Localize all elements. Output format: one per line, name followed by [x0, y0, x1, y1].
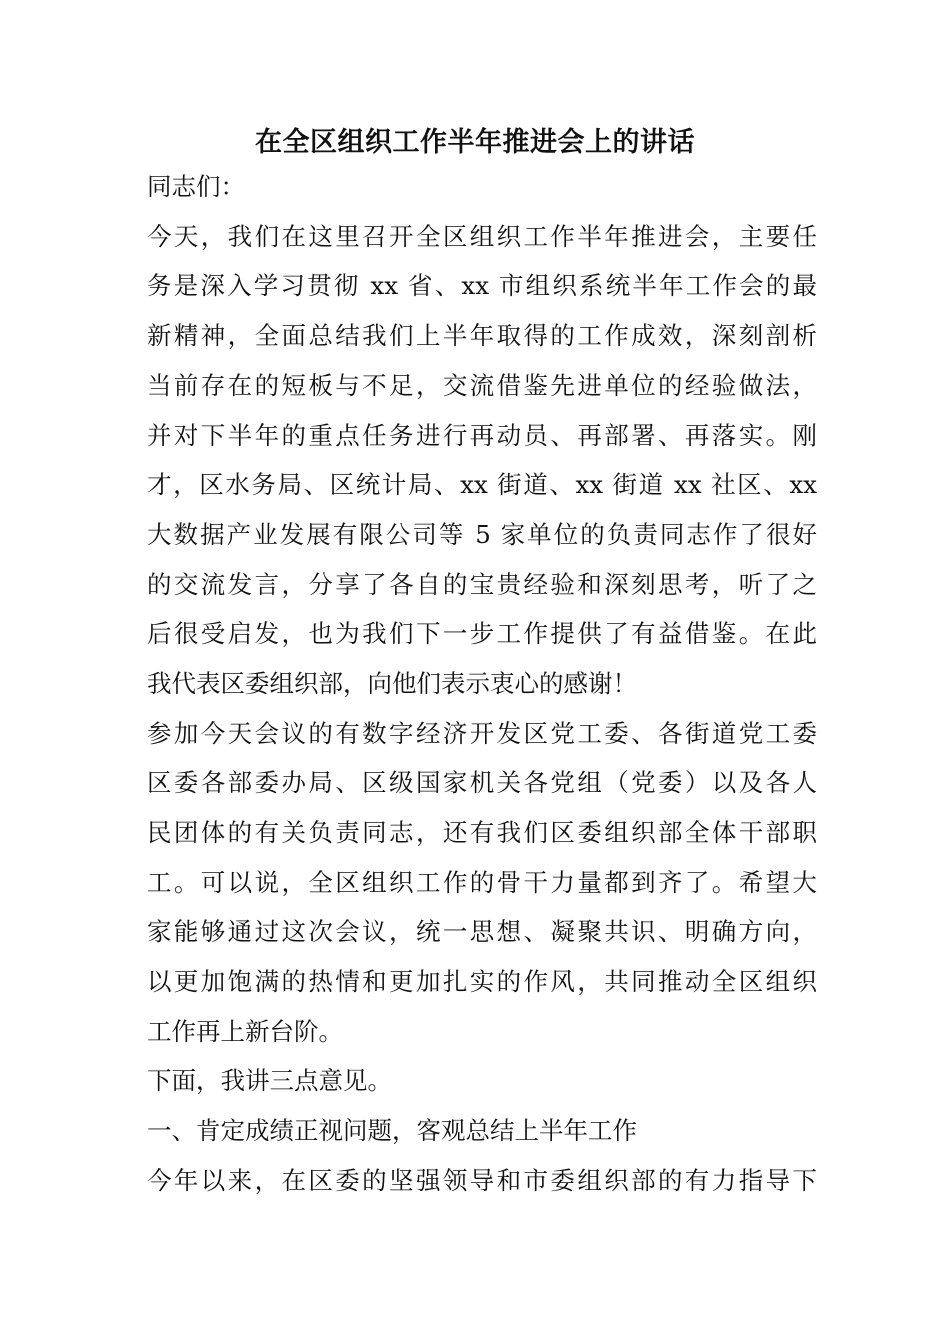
paragraph-line: 今天，我们在这里召开全区组织工作半年推进会，主要任 — [147, 222, 817, 251]
paragraph-line: 工作再上新台阶。 — [147, 1017, 343, 1046]
paragraph-line: 当前存在的短板与不足，交流借鉴先进单位的经验做法， — [147, 371, 817, 400]
paragraph-line: 以更加饱满的热情和更加扎实的作风，共同推动全区组织 — [147, 967, 817, 996]
paragraph-line: 工。可以说，全区组织工作的骨干力量都到齐了。希望大 — [147, 868, 817, 897]
paragraph-line: 大数据产业发展有限公司等 5 家单位的负责同志作了很好 — [147, 520, 817, 549]
paragraph-line: 民团体的有关负责同志，还有我们区委组织部全体干部职 — [147, 818, 817, 847]
paragraph-line: 家能够通过这次会议，统一思想、凝聚共识、明确方向， — [147, 917, 817, 946]
paragraph-line: 才，区水务局、区统计局、xx 街道、xx 街道 xx 社区、xx — [147, 470, 817, 499]
salutation-line: 同志们： — [147, 172, 245, 201]
paragraph-line: 新精神，全面总结我们上半年取得的工作成效，深刻剖析 — [147, 321, 817, 350]
paragraph-line: 务是深入学习贯彻 xx 省、xx 市组织系统半年工作会的最 — [147, 271, 817, 300]
paragraph-line: 的交流发言，分享了各自的宝贵经验和深刻思考，听了之 — [147, 570, 817, 599]
paragraph-line: 并对下半年的重点任务进行再动员、再部署、再落实。刚 — [147, 421, 817, 450]
paragraph-line: 后很受启发，也为我们下一步工作提供了有益借鉴。在此 — [147, 619, 817, 648]
paragraph-line: 下面，我讲三点意见。 — [147, 1066, 392, 1095]
paragraph-line: 我代表区委组织部，向他们表示衷心的感谢！ — [147, 669, 637, 698]
document-title: 在全区组织工作半年推进会上的讲话 — [255, 127, 695, 158]
paragraph-line: 区委各部委办局、区级国家机关各党组（党委）以及各人 — [147, 768, 817, 797]
paragraph-line: 今年以来，在区委的坚强领导和市委组织部的有力指导下 — [147, 1166, 817, 1195]
paragraph-line: 参加今天会议的有数字经济开发区党工委、各街道党工委 — [147, 719, 817, 748]
section-heading: 一、肯定成绩正视问题，客观总结上半年工作 — [147, 1116, 637, 1145]
